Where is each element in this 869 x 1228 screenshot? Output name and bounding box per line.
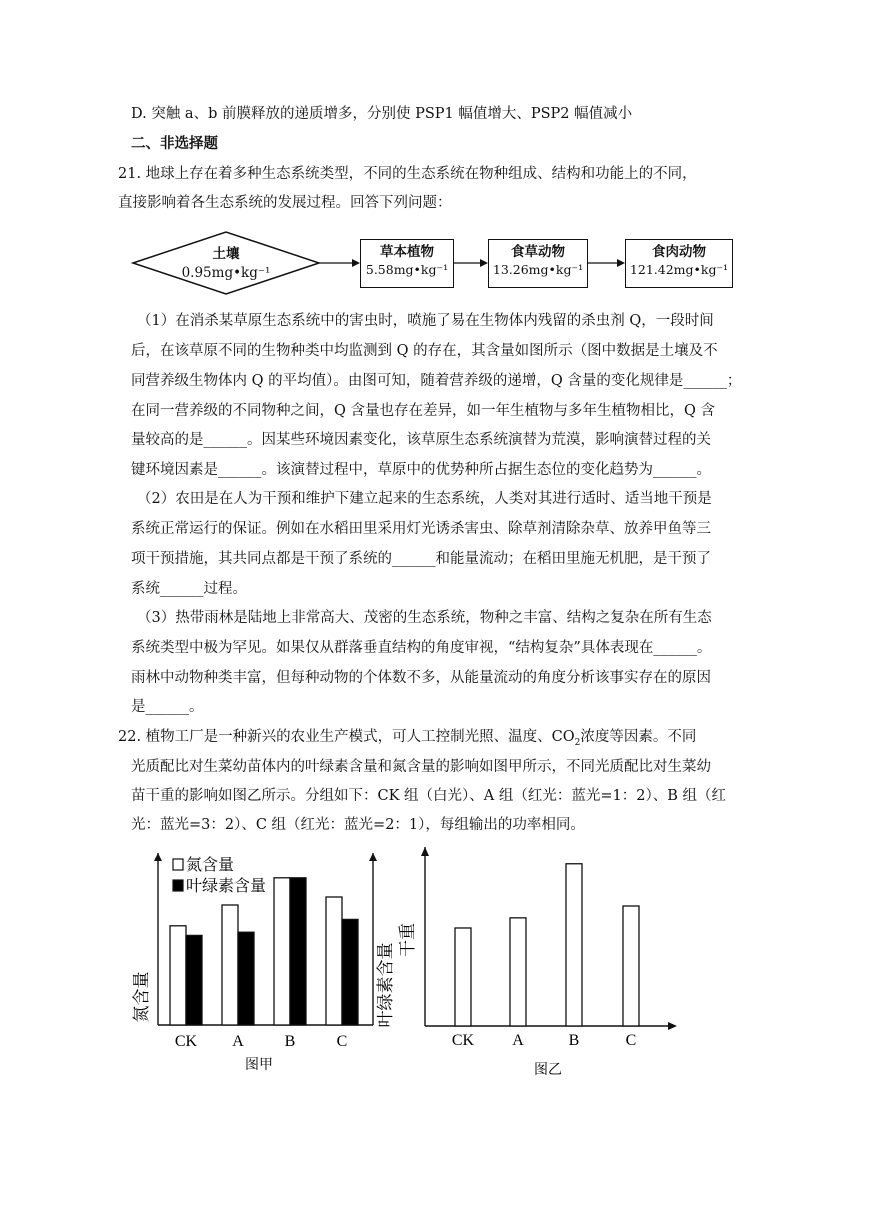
q21-1-line2: 后，在该草原不同的生物种类中均监测到 Q 的存在，其含量如图所示（图中数据是土壤及不 (131, 343, 718, 359)
chart-jia-legend-label-1: 叶绿素含量 (186, 876, 267, 895)
chart-yi-ylabel: 干重 (398, 923, 418, 957)
q22-line1-b: 浓度等因素。不同 (580, 729, 697, 745)
q21-2-line1: （2）农田是在人为干预和维护下建立起来的生态系统，人类对其进行适时、适当地干预是 (137, 491, 712, 507)
chart-jia-tick-A: A (232, 1033, 244, 1050)
chart-jia-ylabel-right: 叶绿素含量 (376, 942, 396, 1028)
chart-jia-right-arrow (369, 853, 377, 861)
chart-jia-bar-A-n (222, 905, 238, 1025)
chart-yi-bar-A (510, 918, 526, 1026)
chart-jia-bar-A-chl (238, 932, 254, 1025)
chart-yi (395, 845, 685, 1085)
chart-jia-ylabel-left: 氮含量 (132, 971, 152, 1023)
chart-jia (125, 845, 415, 1085)
chart-jia-tick-B: B (284, 1033, 296, 1050)
flow-herbivore (488, 239, 588, 288)
flow-herbivore-name: 食草动物 (511, 244, 565, 260)
chart-jia-bar-CK-chl (186, 935, 202, 1025)
q21-2-line4: 系统______过程。 (131, 581, 247, 597)
chart-yi-tick-C: C (625, 1032, 637, 1049)
chart-jia-bar-C-n (326, 897, 342, 1025)
q22-line1-sub: 2 (574, 737, 581, 748)
chart-yi-tick-A: A (512, 1032, 524, 1049)
chart-jia-legend-label-0: 氮含量 (186, 855, 235, 874)
flow-soil (170, 245, 282, 283)
flow-plant-value: 5.58mg•kg⁻¹ (365, 262, 449, 277)
chart-jia-bar-CK-n (170, 926, 186, 1025)
q21-1-line3: 同营养级生物体内 Q 的平均值）。由图可知，随着营养级的递增，Q 含量的变化规律是______； (131, 373, 742, 389)
chart-jia-legend-swatch-0 (173, 859, 183, 870)
chart-yi-title: 图乙 (534, 1062, 562, 1078)
flow-carnivore (625, 239, 733, 288)
q22-line1 (118, 727, 696, 753)
chart-yi-tick-B: B (568, 1032, 580, 1049)
flow-carnivore-value: 121.42mg•kg⁻¹ (629, 262, 729, 277)
q21-3-line3: 雨林中动物种类丰富，但每种动物的个体数不多，从能量流动的角度分析该事实存在的原因 (131, 670, 711, 686)
chart-yi-y-arrow (421, 847, 429, 856)
q21-2-line2: 系统正常运行的保证。例如在水稻田里采用灯光诱杀害虫、除草剂清除杂草、放养甲鱼等三 (131, 521, 711, 537)
chart-jia-title: 图甲 (245, 1057, 273, 1073)
q22-line3: 苗干重的影响如图乙所示。分组如下：CK 组（白光）、A 组（红光：蓝光=1：2）、B 组（红 (131, 788, 726, 804)
flow-plant (360, 239, 454, 288)
chart-jia-left-arrow (154, 853, 162, 861)
chart-jia-bar-C-chl (342, 919, 358, 1025)
chart-yi-bar-C (623, 906, 639, 1026)
q21-1-line5: 量较高的是______。因某些环境因素变化，该草原生态系统演替为荒漠，影响演替过程的关 (131, 432, 711, 448)
q21-1-line4: 在同一营养级的不同物种之间，Q 含量也存在差异，如一年生植物与多年生植物相比，Q 含 (131, 403, 715, 419)
chart-yi-x-arrow (668, 1022, 677, 1030)
chart-yi-tick-CK: CK (451, 1032, 475, 1049)
q21-1-line6: 键环境因素是______。该演替过程中，草原中的优势种所占据生态位的变化趋势为______。 (131, 462, 711, 478)
q21-3-line1: （3）热带雨林是陆地上非常高大、茂密的生态系统，物种之丰富、结构之复杂在所有生态 (137, 610, 712, 626)
chart-yi-bar-B (566, 864, 582, 1026)
q21-intro-2: 直接影响着各生态系统的发展过程。回答下列问题： (118, 195, 452, 211)
q22-line1-a: 22. 植物工厂是一种新兴的农业生产模式，可人工控制光照、温度、CO (118, 729, 575, 745)
q22-line4: 光：蓝光=3：2）、C 组（红光：蓝光=2：1），每组输出的功率相同。 (131, 817, 585, 833)
chart-jia-legend-swatch-1 (173, 880, 183, 891)
chart-jia-bar-B-chl (290, 878, 306, 1025)
q21-3-line4: 是______。 (131, 699, 204, 715)
option-d: D. 突触 a、b 前膜释放的递质增多，分别使 PSP1 幅值增大、PSP2 幅值减小 (131, 106, 633, 122)
chart-jia-tick-CK: CK (174, 1033, 198, 1050)
q21-1-line1: （1）在消杀某草原生态系统中的害虫时，喷施了易在生物体内残留的杀虫剂 Q，一段时间 (137, 313, 714, 329)
flow-soil-name: 土壤 (212, 246, 240, 262)
flow-plant-name: 草本植物 (380, 244, 434, 260)
chart-jia-bar-B-n (274, 878, 290, 1025)
section-heading: 二、非选择题 (131, 136, 218, 152)
q21-3-line2: 系统类型中极为罕见。如果仅从群落垂直结构的角度审视，“结构复杂”具体表现在______。 (131, 640, 712, 656)
flow-herbivore-value: 13.26mg•kg⁻¹ (492, 262, 584, 277)
q21-intro-1: 21. 地球上存在着多种生态系统类型，不同的生态系统在物种组成、结构和功能上的不同， (118, 166, 697, 182)
q21-2-line3: 项干预措施，其共同点都是干预了系统的______和能量流动；在稻田里施无机肥，是干预了 (131, 551, 711, 567)
flow-soil-value: 0.95mg•kg⁻¹ (181, 265, 271, 281)
q22-line2: 光质配比对生菜幼苗体内的叶绿素含量和氮含量的影响如图甲所示，不同光质配比对生菜幼 (131, 759, 711, 775)
chart-jia-tick-C: C (336, 1033, 348, 1050)
flow-carnivore-name: 食肉动物 (652, 244, 706, 260)
chart-yi-bar-CK (455, 928, 471, 1026)
